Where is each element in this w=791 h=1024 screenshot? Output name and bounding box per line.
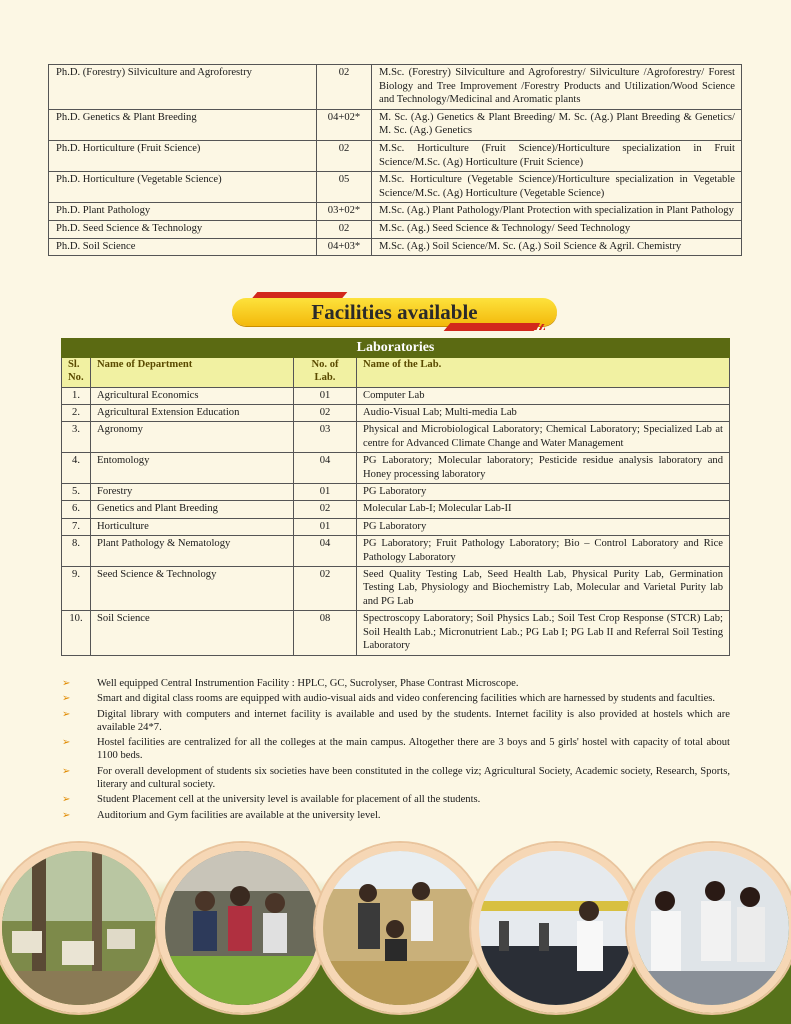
facility-bullet	[62, 765, 730, 792]
lab-row	[62, 567, 730, 611]
facility-bullet	[62, 736, 730, 763]
phd-seats: 02	[317, 220, 372, 238]
facility-bullet-text: Auditorium and Gym facilities are available at the university level.	[97, 809, 381, 821]
phd-program-name: Ph.D. Plant Pathology	[49, 203, 317, 221]
phd-program-name: Ph.D. Soil Science	[49, 238, 317, 256]
lab-names: PG Laboratory	[357, 518, 730, 535]
phd-row	[49, 109, 742, 140]
lab-count: 04	[294, 453, 357, 484]
lab-department: Agronomy	[91, 422, 294, 453]
header-department: Name of Department	[91, 358, 294, 387]
facility-bullet-text: Smart and digital class rooms are equipped with audio-visual aids and video conferencing facilities which are harnessed by students and faculties.	[97, 693, 716, 705]
phd-eligibility: M.Sc. (Forestry) Silviculture and Agroforestry/ Silviculture /Agroforestry/ Forest Biology and Tree Improvement /Forestry Products and Utilization/Wood Science and Technology/Medicinal and Aromatic plants	[372, 65, 742, 110]
lab-count: 08	[294, 611, 357, 655]
lab-names: Physical and Microbiological Laboratory; Chemical Laboratory; Specialized Lab at centre for Advanced Climate Change and Water Management	[357, 422, 730, 453]
facilities-banner	[232, 295, 559, 328]
arrow-bullet-icon: ➢	[62, 678, 71, 689]
lab-sl-no: 4.	[62, 453, 91, 484]
lab-names: PG Laboratory; Fruit Pathology Laboratory; Bio – Control Laboratory and Rice Pathology Laboratory	[357, 536, 730, 567]
lab-department: Agricultural Extension Education	[91, 405, 294, 422]
lab-sl-no: 8.	[62, 536, 91, 567]
phd-seats: 02	[317, 140, 372, 171]
facility-bullet-text: For overall development of students six societies have been constituted in the college viz; Agricultural Society, Academic society, Research, Sports, literary and cultural society.	[97, 765, 730, 791]
lab-row	[62, 453, 730, 484]
lab-row	[62, 405, 730, 422]
facility-bullet-text: Well equipped Central Instrumention Facility : HPLC, GC, Sucrolyser, Phase Contrast Microscope.	[97, 678, 519, 689]
phd-seats: 04+02*	[317, 109, 372, 140]
laboratories-table	[61, 338, 730, 656]
phd-eligibility: M.Sc. (Ag.) Seed Science & Technology/ Seed Technology	[372, 220, 742, 238]
phd-program-name: Ph.D. Horticulture (Fruit Science)	[49, 140, 317, 171]
facility-bullet-text: Student Placement cell at the university level is available for placement of all the students.	[97, 794, 481, 806]
phd-row	[49, 140, 742, 171]
lab-department: Genetics and Plant Breeding	[91, 501, 294, 518]
lab-row	[62, 422, 730, 453]
phd-seats: 05	[317, 172, 372, 203]
lab-names: Audio-Visual Lab; Multi-media Lab	[357, 405, 730, 422]
photo-students-in-field	[157, 843, 327, 1013]
lab-department: Agricultural Economics	[91, 387, 294, 404]
lab-sl-no: 7.	[62, 518, 91, 535]
phd-row	[49, 203, 742, 221]
phd-row	[49, 220, 742, 238]
phd-row	[49, 172, 742, 203]
labs-caption: Laboratories	[62, 339, 730, 358]
lab-names: Molecular Lab-I; Molecular Lab-II	[357, 501, 730, 518]
arrow-bullet-icon: ➢	[62, 708, 71, 720]
phd-row	[49, 238, 742, 256]
phd-program-name: Ph.D. Horticulture (Vegetable Science)	[49, 172, 317, 203]
lab-sl-no: 3.	[62, 422, 91, 453]
lab-row	[62, 536, 730, 567]
lab-row	[62, 484, 730, 501]
phd-row	[49, 65, 742, 110]
lab-names: PG Laboratory; Molecular laboratory; Pesticide residue analysis laboratory and Honey processing laboratory	[357, 453, 730, 484]
lab-department: Entomology	[91, 453, 294, 484]
arrow-bullet-icon: ➢	[62, 765, 71, 777]
lab-count: 02	[294, 567, 357, 611]
phd-eligibility: M.Sc. (Ag.) Soil Science/M. Sc. (Ag.) Soil Science & Agril. Chemistry	[372, 238, 742, 256]
phd-program-name: Ph.D. (Forestry) Silviculture and Agroforestry	[49, 65, 317, 110]
photo-lab-microscopes	[471, 843, 641, 1013]
phd-eligibility: M.Sc. Horticulture (Fruit Science)/Horticulture specialization in Fruit Science/M.Sc. (Ag) Horticulture (Fruit Science)	[372, 140, 742, 171]
lab-names: PG Laboratory	[357, 484, 730, 501]
header-no-of-lab: No. of Lab.	[294, 358, 357, 387]
phd-eligibility: M.Sc. Horticulture (Vegetable Science)/Horticulture specialization in Vegetable Science/M.Sc. (Ag) Horticulture (Vegetable Science)	[372, 172, 742, 203]
lab-sl-no: 2.	[62, 405, 91, 422]
lab-row	[62, 501, 730, 518]
arrow-bullet-icon: ➢	[62, 794, 71, 806]
facility-bullet	[62, 692, 730, 705]
lab-sl-no: 9.	[62, 567, 91, 611]
facility-bullet-text: Digital library with computers and internet facility is available and used by the students. Internet facility is also provided at hostels which are available 24*7.	[97, 708, 730, 733]
phd-programs-table	[48, 64, 742, 256]
facilities-list	[62, 677, 730, 824]
facility-bullet	[62, 793, 730, 806]
lab-count: 02	[294, 405, 357, 422]
lab-names: Spectroscopy Laboratory; Soil Physics Lab.; Soil Test Crop Response (STCR) Lab; Soil Health Lab.; Micronutrient Lab.; PG Lab I; PG Lab II and Referral Soil Testing Laboratory	[357, 611, 730, 655]
arrow-bullet-icon: ➢	[62, 693, 71, 705]
lab-count: 01	[294, 484, 357, 501]
lab-count: 01	[294, 518, 357, 535]
lab-sl-no: 1.	[62, 387, 91, 404]
lab-row	[62, 387, 730, 404]
facility-bullet-text: Hostel facilities are centralized for all the colleges at the main campus. Altogether there are 3 boys and 5 girls' hostel with capacity of total about 1100 beds.	[97, 737, 730, 762]
phd-program-name: Ph.D. Genetics & Plant Breeding	[49, 109, 317, 140]
phd-eligibility: M.Sc. (Ag.) Plant Pathology/Plant Protection with specialization in Plant Pathology	[372, 203, 742, 221]
facility-bullet	[62, 677, 730, 690]
lab-row	[62, 611, 730, 655]
photo-beehives-in-forest	[0, 843, 164, 1013]
photo-wheat-field-study	[315, 843, 485, 1013]
phd-seats: 02	[317, 65, 372, 110]
phd-seats: 04+03*	[317, 238, 372, 256]
photo-lab-graphic	[479, 851, 633, 1005]
lab-department: Horticulture	[91, 518, 294, 535]
lab-row	[62, 518, 730, 535]
facilities-title: Facilities available	[311, 300, 478, 324]
arrow-bullet-icon: ➢	[62, 809, 71, 821]
photo-beehives-graphic	[2, 851, 156, 1005]
lab-department: Forestry	[91, 484, 294, 501]
lab-sl-no: 6.	[62, 501, 91, 518]
lab-department: Plant Pathology & Nematology	[91, 536, 294, 567]
lab-sl-no: 5.	[62, 484, 91, 501]
phd-seats: 03+02*	[317, 203, 372, 221]
lab-names: Seed Quality Testing Lab, Seed Health Lab, Physical Purity Lab, Germination Testing Lab, Physiology and Biochemistry Lab, Molecular and Varietal Purity lab and PG Lab	[357, 567, 730, 611]
lab-department: Seed Science & Technology	[91, 567, 294, 611]
lab-names: Computer Lab	[357, 387, 730, 404]
phd-eligibility: M. Sc. (Ag.) Genetics & Plant Breeding/ M. Sc. (Ag.) Plant Breeding & Genetics/ M. Sc. (Ag.) Genetics	[372, 109, 742, 140]
facility-bullet	[62, 708, 730, 735]
phd-program-name: Ph.D. Seed Science & Technology	[49, 220, 317, 238]
photo-lab-students-graphic	[635, 851, 789, 1005]
lab-count: 02	[294, 501, 357, 518]
arrow-bullet-icon: ➢	[62, 737, 71, 749]
lab-count: 01	[294, 387, 357, 404]
photo-wheat-graphic	[323, 851, 477, 1005]
lab-sl-no: 10.	[62, 611, 91, 655]
lab-count: 04	[294, 536, 357, 567]
lab-count: 03	[294, 422, 357, 453]
photo-students-graphic	[165, 851, 319, 1005]
header-sl-no: Sl. No.	[62, 358, 91, 387]
lab-department: Soil Science	[91, 611, 294, 655]
header-lab-name: Name of the Lab.	[357, 358, 730, 387]
photo-lab-students	[627, 843, 791, 1013]
facility-bullet	[62, 809, 730, 822]
